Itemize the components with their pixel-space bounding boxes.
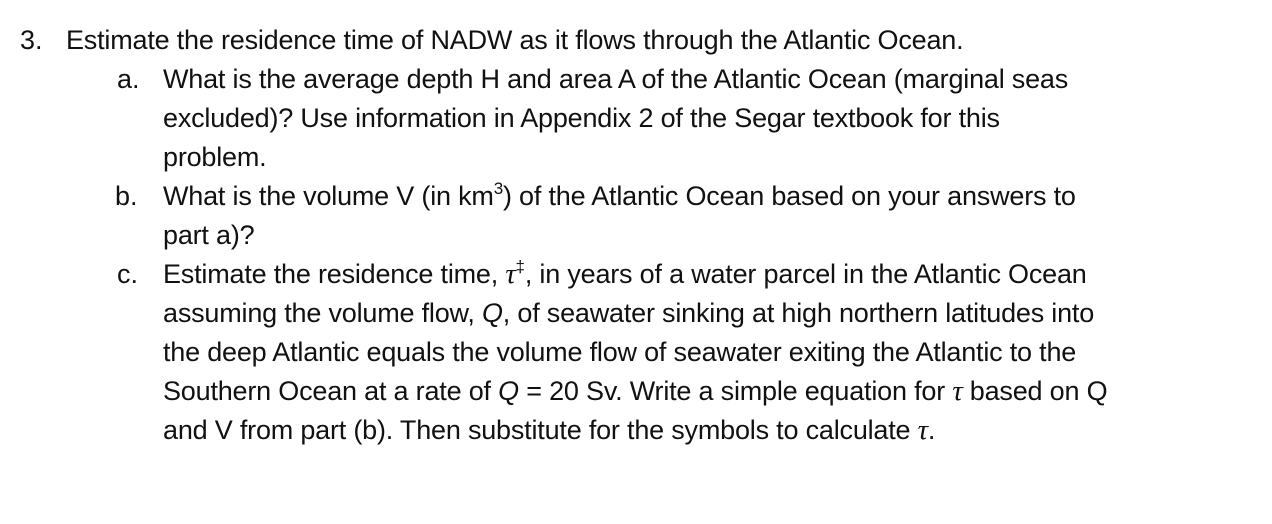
part-c-marker: c. (117, 259, 139, 289)
question-number: 3. (20, 25, 43, 55)
part-c-line-5 (163, 411, 935, 450)
tau-symbol: τ (505, 258, 516, 290)
part-c-line-2 (163, 294, 1094, 333)
part-c-line-4 (163, 372, 1107, 411)
part-c-line-2-pre: assuming the volume flow, (163, 298, 482, 328)
part-b-marker: b. (115, 181, 138, 211)
part-a-line-2: excluded)? Use information in Appendix 2 of the Segar textbook for this (163, 103, 1000, 133)
part-c-line-5-pre: and V from part (b). Then substitute for the symbols to calculate (163, 415, 918, 445)
part-c-line-3: the deep Atlantic equals the volume flow of seawater exiting the Atlantic to the (163, 337, 1077, 367)
part-c-line-2-post: , of seawater sinking at high northern latitudes into (502, 298, 1095, 328)
part-b-line-1-post: ) of the Atlantic Ocean based on your answers to (502, 181, 1076, 211)
superscript-3: 3 (493, 179, 503, 198)
part-c-line-5-post: . (927, 415, 936, 445)
part-c-line-1-pre: Estimate the residence time, (163, 259, 506, 289)
part-c-line-1 (163, 255, 1087, 294)
part-b-line-1-pre: What is the volume V (in km (163, 181, 494, 211)
question-text: Estimate the residence time of NADW as it flows through the Atlantic Ocean. (66, 25, 964, 55)
part-c-line-1-post: , in years of a water parcel in the Atlantic Ocean (524, 259, 1087, 289)
part-a-marker: a. (117, 64, 140, 94)
dagger-superscript: ‡ (515, 257, 525, 276)
tau-symbol: τ (917, 414, 928, 446)
part-c-line-4-mid: = 20 Sv. Write a simple equation for (518, 376, 953, 406)
part-b-line-2: part a)? (163, 220, 255, 250)
part-a-line-3: problem. (163, 142, 267, 172)
part-c-line-4-post: based on Q (962, 376, 1108, 406)
q-symbol: Q (498, 376, 519, 406)
part-a-line-1: What is the average depth H and area A of the Atlantic Ocean (marginal seas (163, 64, 1069, 94)
part-c-line-4-pre: Southern Ocean at a rate of (163, 376, 499, 406)
q-symbol: Q (481, 298, 503, 328)
part-b-line-1 (163, 177, 1076, 216)
tau-symbol: τ (952, 375, 963, 407)
